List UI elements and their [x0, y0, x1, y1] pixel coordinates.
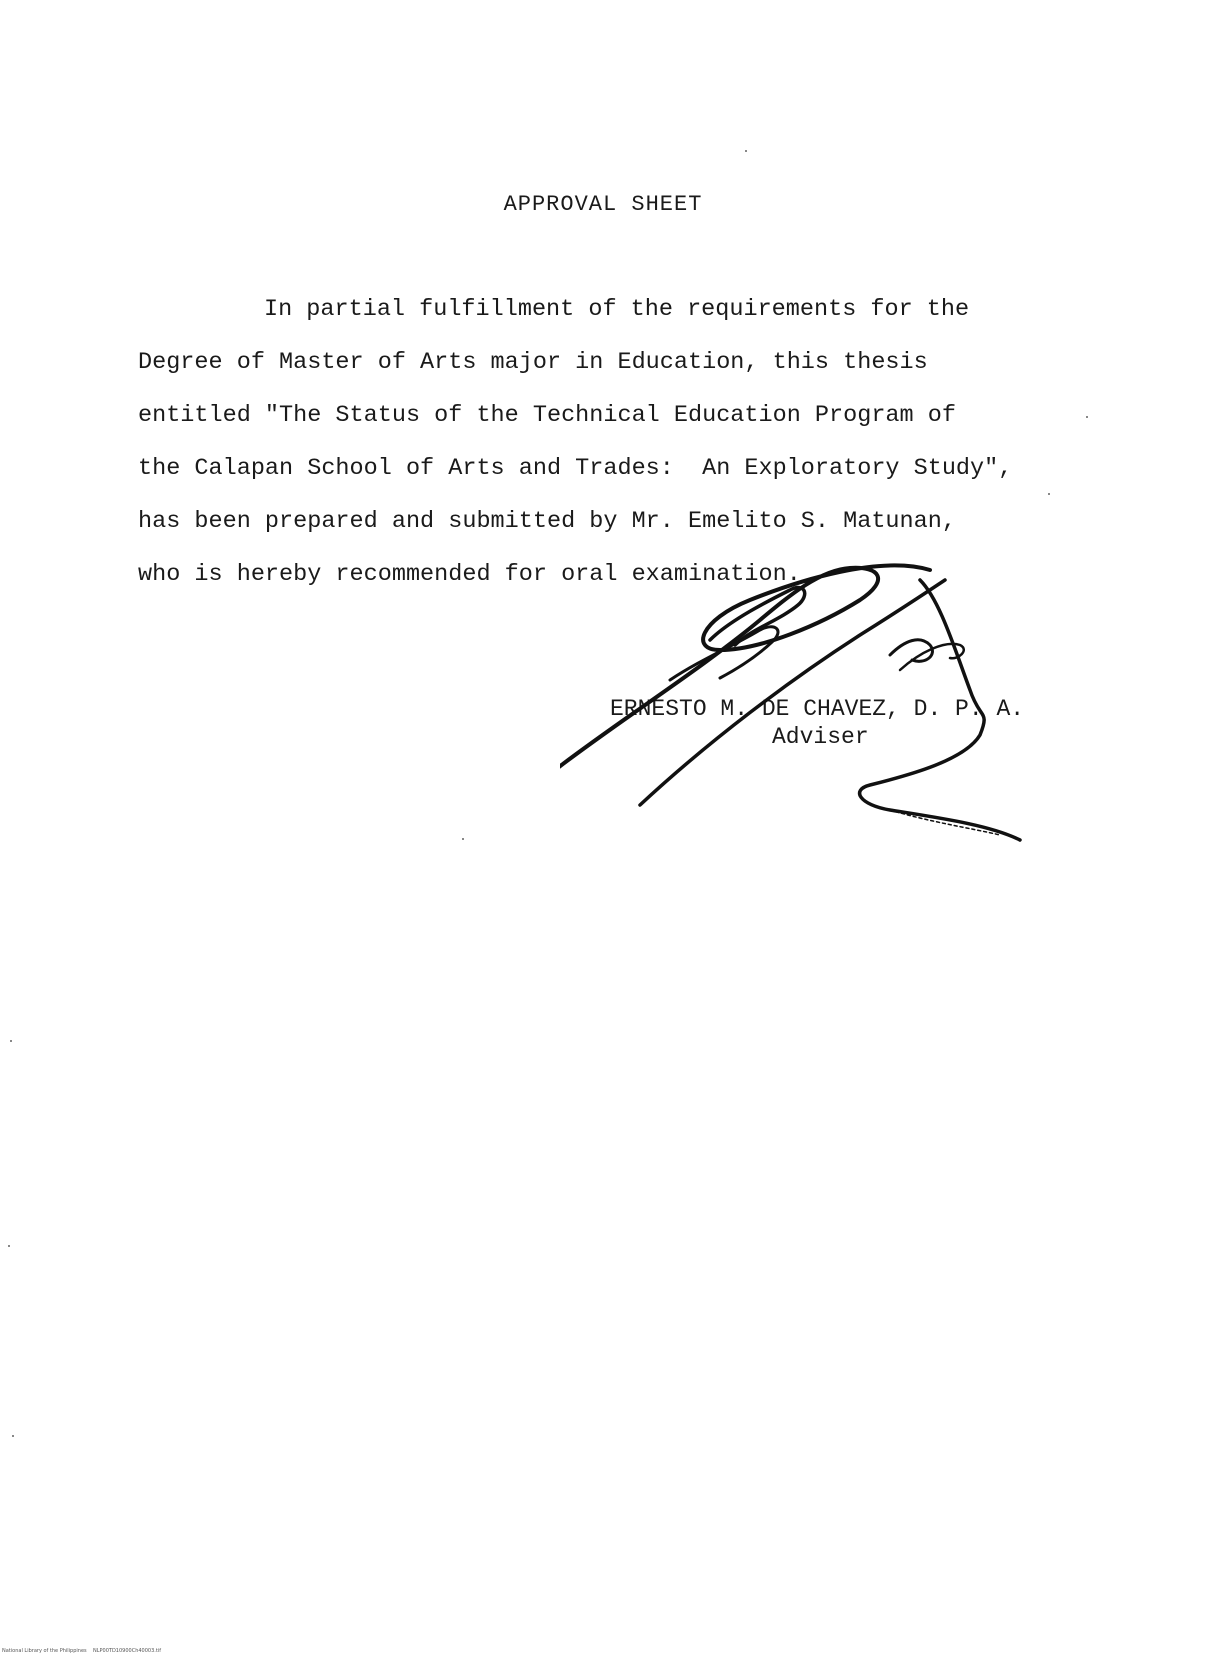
body-line-6: who is hereby recommended for oral examination. — [138, 561, 801, 588]
approval-text — [138, 283, 1138, 601]
scan-speck — [462, 838, 464, 840]
body-line-3: entitled "The Status of the Technical Education Program of — [138, 402, 956, 429]
archive-footer: National Library of the Philippines NLP00TD10900Ch40003.tif — [2, 1648, 161, 1654]
body-line-2: Degree of Master of Arts major in Education, this thesis — [138, 349, 928, 376]
scan-speck — [1048, 493, 1050, 495]
scan-speck — [1086, 416, 1088, 418]
scan-speck — [10, 1040, 12, 1042]
body-line-1: In partial fulfillment of the requirements for the — [264, 296, 970, 323]
signatory-name: ERNESTO M. DE CHAVEZ, D. P. A. — [610, 696, 1025, 722]
page-title: APPROVAL SHEET — [503, 192, 703, 217]
body-line-4: the Calapan School of Arts and Trades: An Exploratory Study", — [138, 455, 1013, 482]
scan-speck — [8, 1245, 10, 1247]
scan-speck — [745, 150, 747, 152]
signatory-role: Adviser — [772, 724, 869, 750]
scan-speck — [12, 1435, 14, 1437]
body-line-5: has been prepared and submitted by Mr. Emelito S. Matunan, — [138, 508, 956, 535]
